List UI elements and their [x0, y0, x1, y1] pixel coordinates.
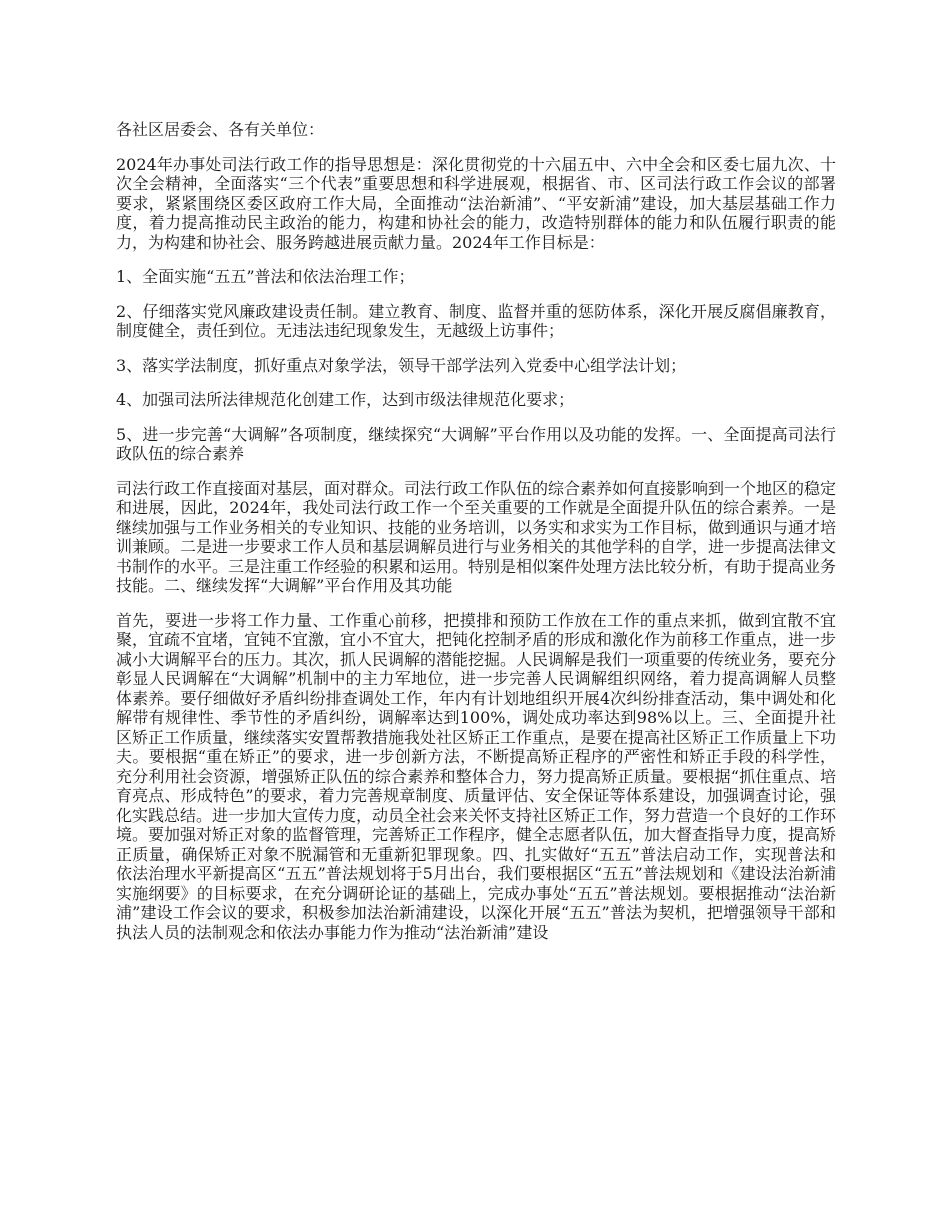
goal-item-1: 1、全面实施“五五”普法和依法治理工作； [116, 267, 415, 286]
goal-item-5: 5、进一步完善“大调解”各项制度，继续探究“大调解”平台作用以及功能的发挥。一、全面提高司法行政队伍的综合素养 [116, 424, 836, 463]
goal-item-3: 3、落实学法制度，抓好重点对象学法，领导干部学法列入党委中心组学法计划； [116, 355, 687, 375]
goal-item-2: 2、仔细落实党风廉政建设责任制。建立教育、制度、监督并重的惩防体系，深化开展反腐倡廉教育，制度健全，责任到位。无违法违纪现象发生，无越级上访事件； [116, 301, 836, 340]
salutation: 各社区居委会、各有关单位： [116, 120, 325, 139]
document-body [116, 120, 836, 957]
paragraph-guiding-thought: 2024年办事处司法行政工作的指导思想是：深化贯彻党的十六届五中、六中全会和区委七届九次、十次全会精神，全面落实“三个代表”重要思想和科学进展观，根据省、市、区司法行政工作会议的部署要求，紧紧围绕区委区政府工作大局，全面推动“法治新浦”、“平安新浦”建设，加大基层基础工作力度，着力提高推动民主政治的能力，构建和协社会的能力，改造特别群体的能力和队伍履行职责的能力，为构建和协社会、服务跨越进展贡献力量。2024年工作目标是： [116, 154, 836, 252]
goal-item-4: 4、加强司法所法律规范化创建工作，达到市级法律规范化要求； [116, 390, 575, 409]
paragraph-mediation-and-correction: 首先，要进一步将工作力量、工作重心前移，把摸排和预防工作放在工作的重点来抓，做到宜散不宜聚，宜疏不宜堵，宜钝不宜激，宜小不宜大，把钝化控制矛盾的形成和激化作为前移工作重点，进一步减小大调解平台的压力。其次，抓人民调解的潜能挖掘。人民调解是我们一项重要的传统业务，要充分彰显人民调解在“大调解”机制中的主力军地位，进一步完善人民调解组织网络，着力提高调解人员整体素养。要仔细做好矛盾纠纷排查调处工作，年内有计划地组织开展4次纠纷排查活动，集中调处和化解带有规律性、季节性的矛盾纠纷，调解率达到100%，调处成功率达到98%以上。三、全面提升社区矫正工作质量，继续落实安置帮教措施我处社区矫正工作重点，是要在提高社区矫正工作质量上下功夫。要根据“重在矫正”的要求，进一步创新方法，不断提高矫正程序的严密性和矫正手段的科学性，充分利用社会资源，增强矫正队伍的综合素养和整体合力，努力提高矫正质量。要根据“抓住重点、培育亮点、形成特色”的要求，着力完善规章制度、质量评估、安全保证等体系建设，加强调查讨论，强化实践总结。进一步加大宣传力度，动员全社会来关怀支持社区矫正工作，努力营造一个良好的工作环境。要加强对矫正对象的监督管理，完善矫正工作程序，健全志愿者队伍，加大督查指导力度，提高矫正质量，确保矫正对象不脱漏管和无重新犯罪现象。四、扎实做好“五五”普法启动工作，实现普法和依法治理水平新提高区“五五”普法规划将于5月出台，我们要根据区“五五”普法规划和《建设法治新浦实施纲要》的目标要求，在充分调研论证的基础上，完成办事处“五五”普法规划。要根据推动“法治新浦”建设工作会议的要求，积极参加法治新浦建设，以深化开展“五五”普法为契机，把增强领导干部和执法人员的法制观念和依法办事能力作为推动“法治新浦”建设 [116, 610, 837, 942]
paragraph-team-quality: 司法行政工作直接面对基层，面对群众。司法行政工作队伍的综合素养如何直接影响到一个地区的稳定和进展，因此，2024年，我处司法行政工作一个至关重要的工作就是全面提升队伍的综合素养。一是继续加强与工作业务相关的专业知识、技能的业务培训，以务实和求实为工作目标，做到通识与通才培训兼顾。二是进一步要求工作人员和基层调解员进行与业务相关的其他学科的自学，进一步提高法律文书制作的水平。三是注重工作经验的积累和运用。特别是相似案件处理方法比较分析，有助于提高业务技能。二、继续发挥“大调解”平台作用及其功能 [116, 478, 837, 595]
